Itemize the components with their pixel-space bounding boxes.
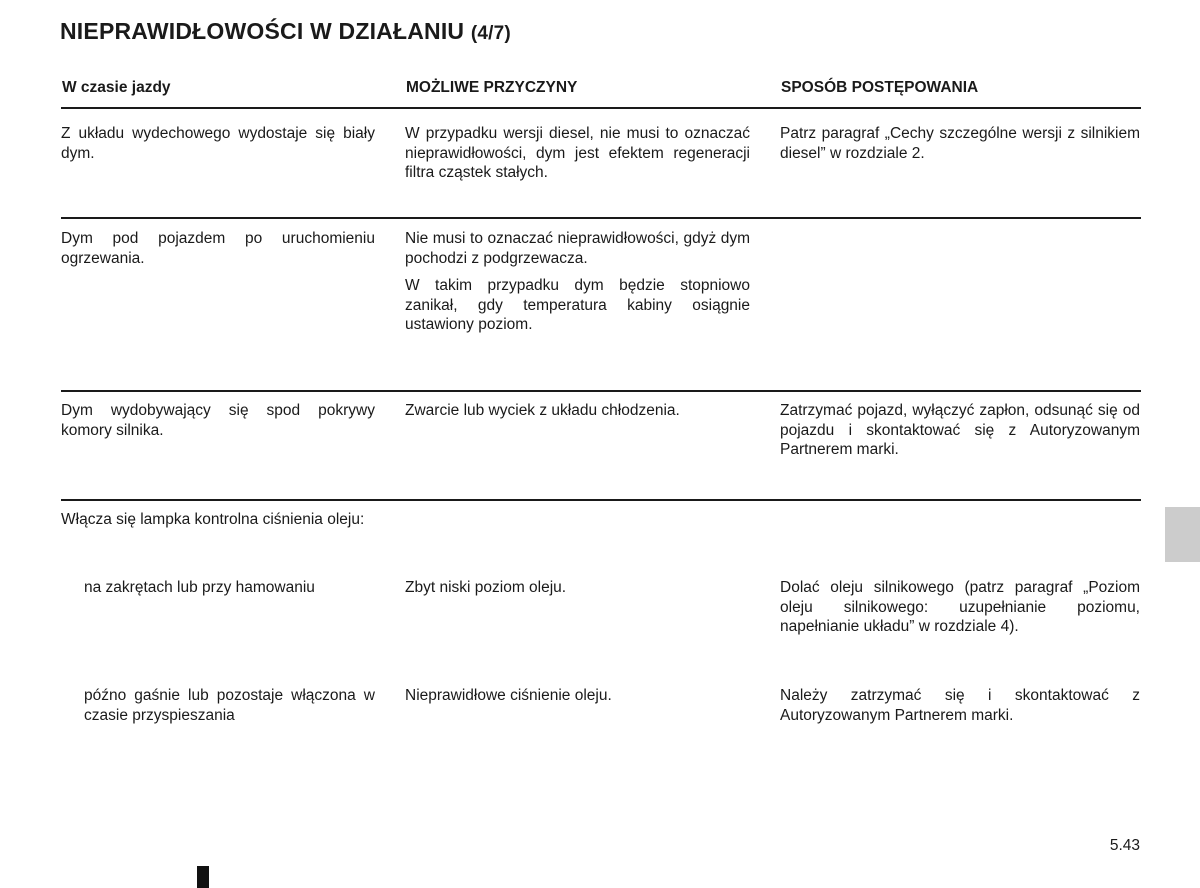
row-2-symptom: Dym pod pojazdem po uruchomieniu ogrzewania. (61, 230, 375, 267)
row-1-action: Patrz paragraf „Cechy szczególne wersji z silnikiem diesel” w rozdziale 2. (780, 125, 1140, 162)
column-header-symptom: W czasie jazdy (62, 79, 171, 96)
row-3-symptom: Dym wydobywający się spod pokrywy komory silnika. (61, 402, 375, 439)
chapter-tab (1165, 507, 1200, 562)
page-title-main: NIEPRAWIDŁOWOŚCI W DZIAŁANIU (60, 18, 465, 44)
page-title (60, 18, 511, 45)
column-header-causes: MOŻLIWE PRZYCZYNY (406, 79, 578, 96)
page-title-part: (4/7) (470, 23, 511, 44)
row-4b-cause: Nieprawidłowe ciśnienie oleju. (405, 687, 612, 704)
row-1-cause: W przypadku wersji diesel, nie musi to oznaczać nieprawidłowości, dym jest efektem regeneracji filtra cząstek stałych. (405, 125, 750, 181)
column-header-actions: SPOSÓB POSTĘPOWANIA (781, 79, 979, 96)
row-4a-action: Dolać oleju silnikowego (patrz paragraf „Poziom oleju silnikowego: uzupełnianie poziomu, napełnianie układu” w rozdziale 4). (780, 579, 1140, 635)
row-3-cause: Zwarcie lub wyciek z układu chłodzenia. (405, 402, 680, 419)
page-number: 5.43 (1109, 837, 1140, 854)
page-marker (197, 866, 209, 888)
row-4b-action: Należy zatrzymać się i skontaktować z Autoryzowanym Partnerem marki. (780, 687, 1140, 724)
row-1-causes (405, 124, 750, 183)
row-4a-symptom: na zakrętach lub przy hamowaniu (84, 579, 315, 596)
row-4b-symptom: późno gaśnie lub pozostaje włączona w czasie przyspieszania (84, 687, 375, 724)
row-4a-cause: Zbyt niski poziom oleju. (405, 579, 567, 596)
row-2-causes (405, 229, 750, 335)
row-divider (61, 390, 1141, 392)
row-3-action: Zatrzymać pojazd, wyłączyć zapłon, odsunąć się od pojazdu i skontaktować się z Autoryzowanym Partnerem marki. (780, 402, 1140, 458)
row-1-symptom: Z układu wydechowego wydostaje się biały dym. (61, 125, 375, 162)
row-divider (61, 217, 1141, 219)
row-4b-causes (405, 686, 750, 706)
row-2-cause-1: Nie musi to oznaczać nieprawidłowości, gdyż dym pochodzi z podgrzewacza. (405, 230, 750, 267)
row-2-cause-2: W takim przypadku dym będzie stopniowo zanikał, gdy temperatura kabiny osiągnie ustawiony poziom. (405, 277, 750, 333)
header-divider (61, 107, 1141, 109)
row-divider (61, 499, 1141, 501)
row-4a-causes (405, 578, 750, 598)
row-4-symptom: Włącza się lampka kontrolna ciśnienia oleju: (61, 511, 365, 528)
row-3-causes (405, 401, 750, 421)
